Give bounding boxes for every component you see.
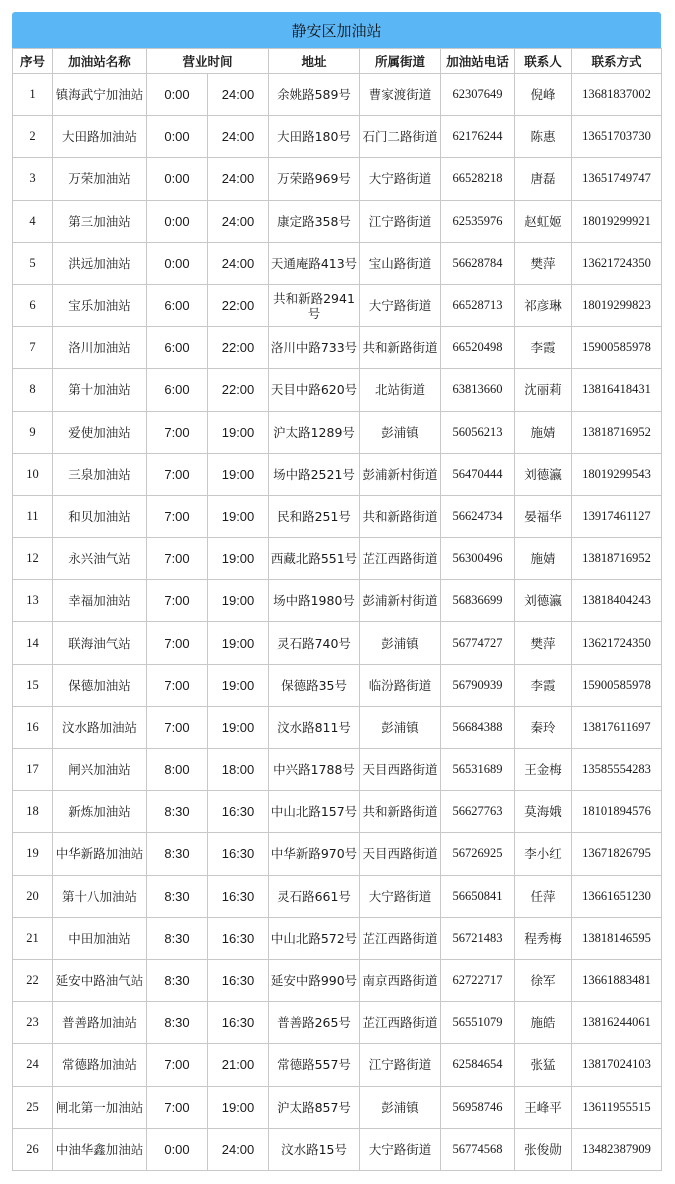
table-row [13, 749, 662, 791]
cell-station-name: 万荣加油站 [53, 158, 147, 200]
cell-index: 10 [13, 453, 53, 495]
cell-close-time: 19:00 [208, 706, 269, 748]
cell-street: 芷江西路街道 [360, 917, 441, 959]
cell-close-time: 19:00 [208, 538, 269, 580]
cell-contact-phone: 13681837002 [572, 74, 662, 116]
cell-station-name: 中田加油站 [53, 917, 147, 959]
cell-index: 17 [13, 749, 53, 791]
cell-street: 曹家渡街道 [360, 74, 441, 116]
table-row [13, 242, 662, 284]
cell-open-time: 6:00 [147, 284, 208, 326]
cell-close-time: 24:00 [208, 74, 269, 116]
cell-contact-phone: 13816244061 [572, 1002, 662, 1044]
cell-street: 大宁路街道 [360, 158, 441, 200]
cell-close-time: 19:00 [208, 453, 269, 495]
cell-close-time: 24:00 [208, 116, 269, 158]
cell-open-time: 8:30 [147, 833, 208, 875]
cell-station-phone: 62584654 [441, 1044, 515, 1086]
cell-contact-phone: 13661651230 [572, 875, 662, 917]
cell-close-time: 21:00 [208, 1044, 269, 1086]
cell-station-phone: 62722717 [441, 959, 515, 1001]
cell-index: 3 [13, 158, 53, 200]
cell-station-phone: 56790939 [441, 664, 515, 706]
cell-address: 康定路358号 [269, 200, 360, 242]
cell-index: 18 [13, 791, 53, 833]
table-body [13, 74, 662, 1171]
cell-station-phone: 56836699 [441, 580, 515, 622]
cell-contact-phone: 13817024103 [572, 1044, 662, 1086]
cell-street: 石门二路街道 [360, 116, 441, 158]
header-contact: 联系人 [515, 49, 572, 74]
cell-address: 保德路35号 [269, 664, 360, 706]
cell-station-name: 中华新路加油站 [53, 833, 147, 875]
cell-station-phone: 56774568 [441, 1128, 515, 1170]
cell-station-name: 中油华鑫加油站 [53, 1128, 147, 1170]
cell-contact-person: 王峰平 [515, 1086, 572, 1128]
cell-address: 常德路557号 [269, 1044, 360, 1086]
cell-index: 12 [13, 538, 53, 580]
gas-station-table [12, 48, 662, 1171]
table-row [13, 116, 662, 158]
table-row [13, 875, 662, 917]
cell-index: 19 [13, 833, 53, 875]
cell-close-time: 24:00 [208, 242, 269, 284]
cell-close-time: 19:00 [208, 664, 269, 706]
cell-station-name: 永兴油气站 [53, 538, 147, 580]
cell-contact-person: 王金梅 [515, 749, 572, 791]
cell-address: 中华新路970号 [269, 833, 360, 875]
cell-street: 共和新路街道 [360, 791, 441, 833]
header-hours: 营业时间 [147, 49, 269, 74]
cell-station-name: 汶水路加油站 [53, 706, 147, 748]
cell-index: 1 [13, 74, 53, 116]
cell-street: 彭浦镇 [360, 622, 441, 664]
cell-station-phone: 62176244 [441, 116, 515, 158]
cell-street: 彭浦镇 [360, 411, 441, 453]
cell-station-name: 新炼加油站 [53, 791, 147, 833]
cell-contact-person: 李小红 [515, 833, 572, 875]
cell-station-name: 闸北第一加油站 [53, 1086, 147, 1128]
table-row [13, 327, 662, 369]
cell-open-time: 7:00 [147, 706, 208, 748]
cell-close-time: 19:00 [208, 622, 269, 664]
cell-open-time: 8:30 [147, 1002, 208, 1044]
cell-address: 沪太路1289号 [269, 411, 360, 453]
cell-close-time: 22:00 [208, 369, 269, 411]
cell-station-phone: 62307649 [441, 74, 515, 116]
cell-address: 汶水路811号 [269, 706, 360, 748]
cell-contact-phone: 13651703730 [572, 116, 662, 158]
header-phone: 加油站电话 [441, 49, 515, 74]
table-row [13, 369, 662, 411]
cell-station-phone: 56684388 [441, 706, 515, 748]
cell-contact-phone: 13611955515 [572, 1086, 662, 1128]
table-row [13, 1044, 662, 1086]
cell-station-name: 常德路加油站 [53, 1044, 147, 1086]
cell-index: 8 [13, 369, 53, 411]
cell-close-time: 16:30 [208, 1002, 269, 1044]
cell-close-time: 16:30 [208, 917, 269, 959]
table-row [13, 1086, 662, 1128]
cell-open-time: 7:00 [147, 538, 208, 580]
cell-station-name: 闸兴加油站 [53, 749, 147, 791]
cell-address: 洛川中路733号 [269, 327, 360, 369]
cell-contact-person: 徐军 [515, 959, 572, 1001]
header-address: 地址 [269, 49, 360, 74]
cell-station-phone: 56721483 [441, 917, 515, 959]
cell-street: 彭浦镇 [360, 706, 441, 748]
table-row [13, 411, 662, 453]
cell-contact-phone: 13621724350 [572, 622, 662, 664]
cell-open-time: 7:00 [147, 580, 208, 622]
cell-contact-person: 赵虹姬 [515, 200, 572, 242]
cell-address: 灵石路740号 [269, 622, 360, 664]
cell-open-time: 8:30 [147, 917, 208, 959]
cell-street: 江宁路街道 [360, 200, 441, 242]
cell-station-name: 保德加油站 [53, 664, 147, 706]
cell-station-phone: 56551079 [441, 1002, 515, 1044]
cell-station-phone: 66528713 [441, 284, 515, 326]
gas-station-table-sheet [12, 12, 661, 1171]
cell-contact-phone: 13817611697 [572, 706, 662, 748]
cell-street: 大宁路街道 [360, 875, 441, 917]
cell-open-time: 7:00 [147, 453, 208, 495]
cell-contact-phone: 13661883481 [572, 959, 662, 1001]
cell-contact-person: 祁彦琳 [515, 284, 572, 326]
cell-contact-phone: 15900585978 [572, 327, 662, 369]
cell-station-name: 大田路加油站 [53, 116, 147, 158]
table-row [13, 284, 662, 326]
cell-station-name: 延安中路油气站 [53, 959, 147, 1001]
cell-contact-person: 张猛 [515, 1044, 572, 1086]
cell-street: 大宁路街道 [360, 284, 441, 326]
cell-contact-phone: 13917461127 [572, 495, 662, 537]
cell-contact-phone: 18101894576 [572, 791, 662, 833]
cell-station-name: 洛川加油站 [53, 327, 147, 369]
cell-address: 场中路2521号 [269, 453, 360, 495]
cell-index: 16 [13, 706, 53, 748]
cell-address: 灵石路661号 [269, 875, 360, 917]
cell-contact-person: 刘德瀛 [515, 453, 572, 495]
cell-station-phone: 56628784 [441, 242, 515, 284]
cell-open-time: 8:00 [147, 749, 208, 791]
cell-close-time: 16:30 [208, 791, 269, 833]
cell-address: 大田路180号 [269, 116, 360, 158]
table-row [13, 1002, 662, 1044]
table-row [13, 664, 662, 706]
cell-contact-phone: 13818716952 [572, 411, 662, 453]
header-street: 所属街道 [360, 49, 441, 74]
cell-contact-person: 施婧 [515, 538, 572, 580]
cell-contact-person: 晏福华 [515, 495, 572, 537]
table-row [13, 791, 662, 833]
cell-station-name: 第十加油站 [53, 369, 147, 411]
cell-address: 余姚路589号 [269, 74, 360, 116]
cell-address: 天通庵路413号 [269, 242, 360, 284]
cell-station-name: 联海油气站 [53, 622, 147, 664]
cell-station-phone: 56774727 [441, 622, 515, 664]
cell-open-time: 6:00 [147, 369, 208, 411]
cell-index: 11 [13, 495, 53, 537]
cell-street: 临汾路街道 [360, 664, 441, 706]
table-row [13, 917, 662, 959]
cell-contact-phone: 13482387909 [572, 1128, 662, 1170]
cell-address: 民和路251号 [269, 495, 360, 537]
cell-contact-person: 唐磊 [515, 158, 572, 200]
cell-close-time: 16:30 [208, 833, 269, 875]
cell-contact-phone: 13818716952 [572, 538, 662, 580]
cell-station-phone: 56650841 [441, 875, 515, 917]
cell-open-time: 0:00 [147, 74, 208, 116]
cell-index: 9 [13, 411, 53, 453]
table-title: 静安区加油站 [12, 12, 661, 48]
cell-station-name: 爱使加油站 [53, 411, 147, 453]
table-row [13, 495, 662, 537]
cell-close-time: 22:00 [208, 327, 269, 369]
cell-station-phone: 56531689 [441, 749, 515, 791]
cell-street: 宝山路街道 [360, 242, 441, 284]
cell-address: 场中路1980号 [269, 580, 360, 622]
cell-open-time: 7:00 [147, 411, 208, 453]
cell-station-phone: 56627763 [441, 791, 515, 833]
cell-station-phone: 56624734 [441, 495, 515, 537]
cell-street: 芷江西路街道 [360, 538, 441, 580]
cell-street: 天目西路街道 [360, 833, 441, 875]
cell-street: 彭浦新村街道 [360, 580, 441, 622]
cell-index: 2 [13, 116, 53, 158]
cell-address: 万荣路969号 [269, 158, 360, 200]
cell-street: 北站街道 [360, 369, 441, 411]
cell-index: 6 [13, 284, 53, 326]
cell-station-phone: 62535976 [441, 200, 515, 242]
cell-contact-phone: 13818404243 [572, 580, 662, 622]
cell-close-time: 19:00 [208, 495, 269, 537]
cell-contact-person: 施婧 [515, 411, 572, 453]
cell-street: 彭浦镇 [360, 1086, 441, 1128]
cell-open-time: 8:30 [147, 959, 208, 1001]
cell-open-time: 6:00 [147, 327, 208, 369]
cell-open-time: 8:30 [147, 875, 208, 917]
cell-street: 天目西路街道 [360, 749, 441, 791]
cell-open-time: 7:00 [147, 622, 208, 664]
table-row [13, 622, 662, 664]
cell-index: 4 [13, 200, 53, 242]
cell-station-name: 普善路加油站 [53, 1002, 147, 1044]
cell-contact-phone: 15900585978 [572, 664, 662, 706]
cell-open-time: 0:00 [147, 200, 208, 242]
table-row [13, 538, 662, 580]
cell-contact-person: 李霞 [515, 664, 572, 706]
header-row [13, 49, 662, 74]
cell-close-time: 18:00 [208, 749, 269, 791]
table-row [13, 158, 662, 200]
cell-close-time: 24:00 [208, 158, 269, 200]
cell-contact-person: 李霞 [515, 327, 572, 369]
cell-station-phone: 56470444 [441, 453, 515, 495]
cell-index: 24 [13, 1044, 53, 1086]
cell-open-time: 8:30 [147, 791, 208, 833]
cell-index: 13 [13, 580, 53, 622]
cell-station-phone: 56958746 [441, 1086, 515, 1128]
cell-index: 20 [13, 875, 53, 917]
cell-index: 25 [13, 1086, 53, 1128]
cell-address: 延安中路990号 [269, 959, 360, 1001]
cell-station-name: 三泉加油站 [53, 453, 147, 495]
cell-open-time: 7:00 [147, 1086, 208, 1128]
cell-contact-phone: 13671826795 [572, 833, 662, 875]
cell-address: 中山北路157号 [269, 791, 360, 833]
cell-contact-phone: 18019299543 [572, 453, 662, 495]
table-row [13, 200, 662, 242]
cell-open-time: 0:00 [147, 158, 208, 200]
cell-station-name: 第十八加油站 [53, 875, 147, 917]
cell-contact-person: 樊萍 [515, 242, 572, 284]
cell-contact-phone: 18019299823 [572, 284, 662, 326]
table-row [13, 453, 662, 495]
cell-close-time: 16:30 [208, 959, 269, 1001]
cell-address: 天目中路620号 [269, 369, 360, 411]
cell-index: 22 [13, 959, 53, 1001]
cell-contact-person: 刘德瀛 [515, 580, 572, 622]
cell-open-time: 0:00 [147, 242, 208, 284]
cell-station-name: 宝乐加油站 [53, 284, 147, 326]
cell-contact-person: 秦玲 [515, 706, 572, 748]
cell-contact-person: 莫海娥 [515, 791, 572, 833]
cell-contact-phone: 13818146595 [572, 917, 662, 959]
cell-street: 南京西路街道 [360, 959, 441, 1001]
cell-contact-person: 倪峰 [515, 74, 572, 116]
cell-open-time: 0:00 [147, 116, 208, 158]
cell-street: 江宁路街道 [360, 1044, 441, 1086]
cell-address: 西藏北路551号 [269, 538, 360, 580]
cell-close-time: 24:00 [208, 1128, 269, 1170]
cell-contact-phone: 13816418431 [572, 369, 662, 411]
cell-address: 中兴路1788号 [269, 749, 360, 791]
cell-station-name: 洪远加油站 [53, 242, 147, 284]
table-row [13, 833, 662, 875]
cell-index: 5 [13, 242, 53, 284]
cell-station-phone: 56726925 [441, 833, 515, 875]
cell-index: 14 [13, 622, 53, 664]
cell-index: 23 [13, 1002, 53, 1044]
cell-station-phone: 56300496 [441, 538, 515, 580]
table-row [13, 959, 662, 1001]
cell-contact-person: 张俊勋 [515, 1128, 572, 1170]
cell-station-name: 第三加油站 [53, 200, 147, 242]
cell-contact-phone: 13651749747 [572, 158, 662, 200]
cell-close-time: 22:00 [208, 284, 269, 326]
cell-street: 共和新路街道 [360, 327, 441, 369]
cell-station-name: 镇海武宁加油站 [53, 74, 147, 116]
cell-close-time: 19:00 [208, 1086, 269, 1128]
cell-contact-person: 沈丽莉 [515, 369, 572, 411]
cell-address: 共和新路2941号 [269, 284, 360, 326]
cell-open-time: 7:00 [147, 495, 208, 537]
cell-index: 26 [13, 1128, 53, 1170]
table-row [13, 74, 662, 116]
header-index: 序号 [13, 49, 53, 74]
cell-open-time: 7:00 [147, 664, 208, 706]
cell-open-time: 7:00 [147, 1044, 208, 1086]
cell-station-phone: 63813660 [441, 369, 515, 411]
cell-street: 芷江西路街道 [360, 1002, 441, 1044]
cell-close-time: 19:00 [208, 580, 269, 622]
cell-address: 汶水路15号 [269, 1128, 360, 1170]
cell-contact-person: 程秀梅 [515, 917, 572, 959]
cell-close-time: 16:30 [208, 875, 269, 917]
cell-contact-person: 樊萍 [515, 622, 572, 664]
cell-address: 沪太路857号 [269, 1086, 360, 1128]
cell-contact-person: 任萍 [515, 875, 572, 917]
cell-street: 大宁路街道 [360, 1128, 441, 1170]
cell-street: 彭浦新村街道 [360, 453, 441, 495]
table-row [13, 706, 662, 748]
cell-station-name: 幸福加油站 [53, 580, 147, 622]
cell-contact-person: 施皓 [515, 1002, 572, 1044]
cell-address: 普善路265号 [269, 1002, 360, 1044]
cell-contact-phone: 18019299921 [572, 200, 662, 242]
cell-close-time: 24:00 [208, 200, 269, 242]
cell-station-phone: 66528218 [441, 158, 515, 200]
cell-close-time: 19:00 [208, 411, 269, 453]
table-row [13, 580, 662, 622]
cell-station-phone: 66520498 [441, 327, 515, 369]
cell-station-phone: 56056213 [441, 411, 515, 453]
table-row [13, 1128, 662, 1170]
cell-contact-person: 陈惠 [515, 116, 572, 158]
cell-index: 15 [13, 664, 53, 706]
cell-index: 7 [13, 327, 53, 369]
cell-open-time: 0:00 [147, 1128, 208, 1170]
cell-contact-phone: 13585554283 [572, 749, 662, 791]
header-name: 加油站名称 [53, 49, 147, 74]
cell-index: 21 [13, 917, 53, 959]
cell-street: 共和新路街道 [360, 495, 441, 537]
cell-contact-phone: 13621724350 [572, 242, 662, 284]
header-contact-phone: 联系方式 [572, 49, 662, 74]
cell-address: 中山北路572号 [269, 917, 360, 959]
cell-station-name: 和贝加油站 [53, 495, 147, 537]
